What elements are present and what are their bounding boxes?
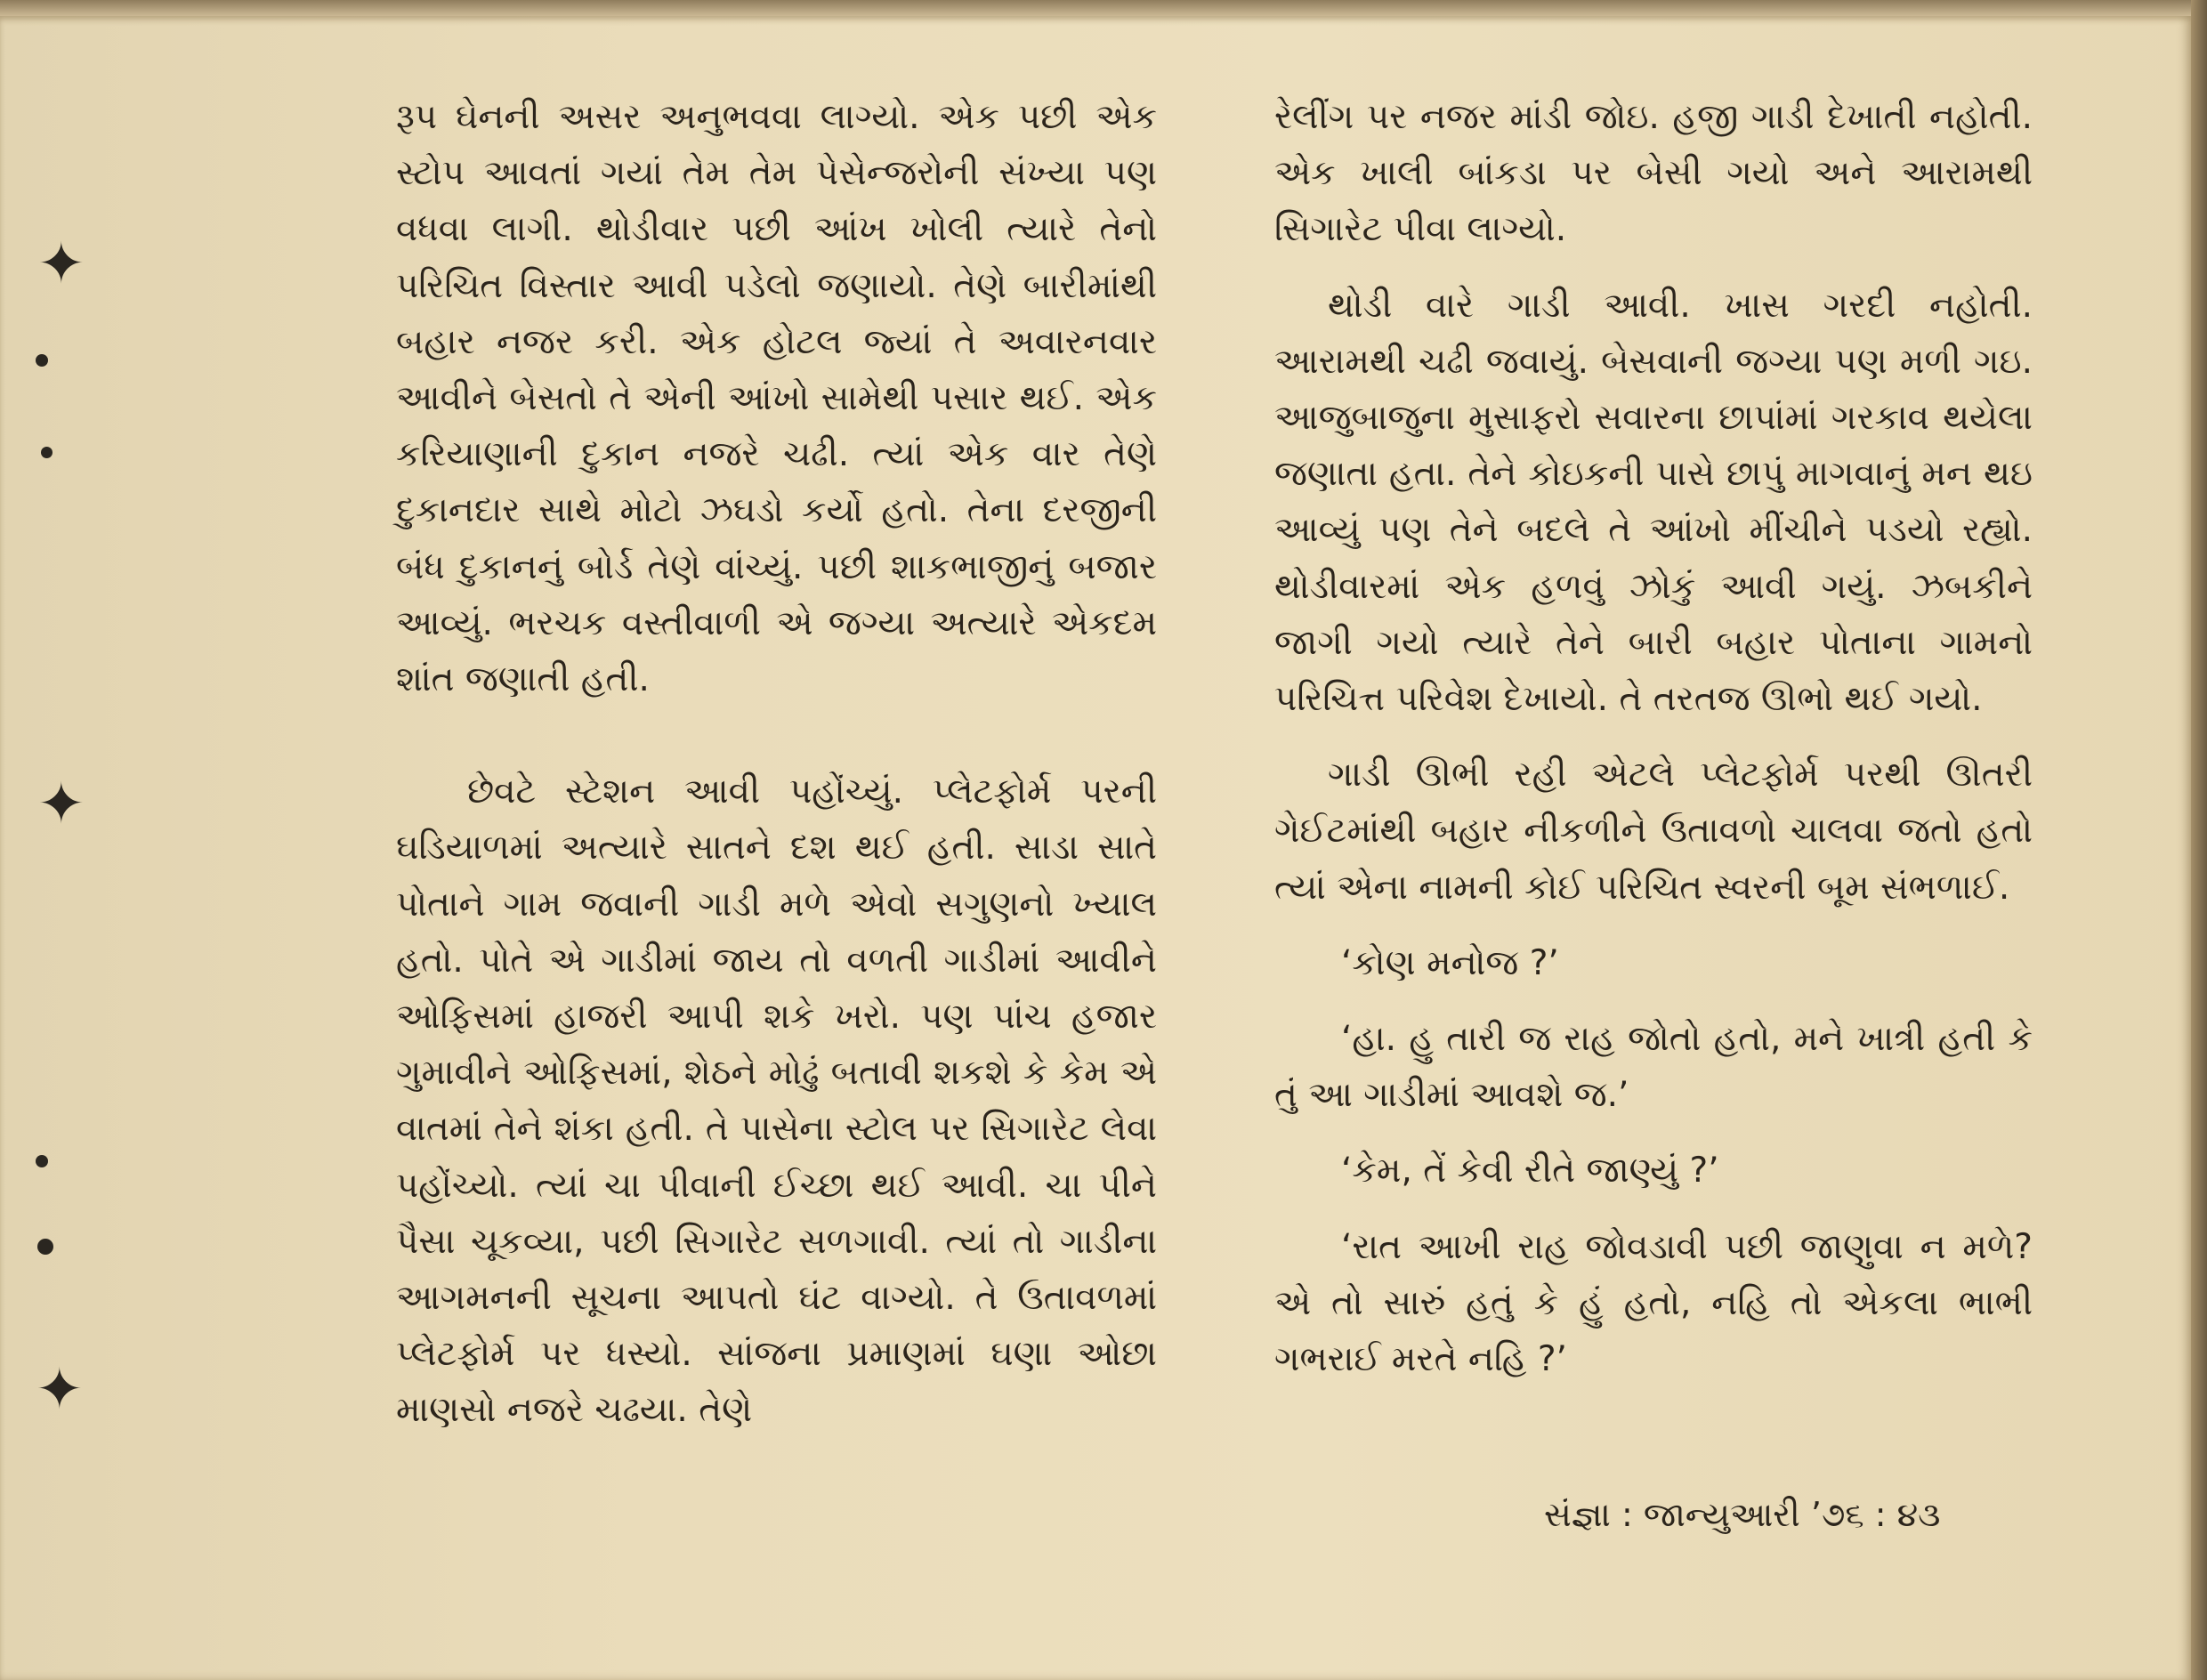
punch-hole-icon (36, 354, 48, 367)
punch-hole-icon (41, 447, 53, 458)
paragraph: રૂપ ઘેનની અસર અનુભવવા લાગ્યો. એક પછી એક સ્ટોપ આવતાં ગયાં તેમ તેમ પેસેન્જરોની સંખ્યા પણ વધવા લાગી. થોડીવાર પછી આંખ ખોલી ત્યારે તેનો પરિચિત વિસ્તાર આવી પડેલો જણાયો. તેણે બારીમાંથી બહાર નજર કરી. એક હોટલ જ્યાં તે અવારનવાર આવીને બેસતો તે એની આંખો સામેથી પસાર થઈ. એક કરિયાણાની દુકાન નજરે ચઢી. ત્યાં એક વાર તેણે દુકાનદાર સાથે મોટો ઝઘડો કર્યો હતો. તેના દરજીની બંધ દુકાનનું બોર્ડ તેણે વાંચ્યું. પછી શાકભાજીનું બજાર આવ્યું. ભરચક વસ્તીવાળી એ જગ્યા અત્યારે એકદમ શાંત જણાતી હતી. (396, 97, 1157, 700)
dialogue-line: ‘હા. હુ તારી જ રાહ જોતો હતો, મને ખાત્રી હતી કે તું આ ગાડીમાં આવશે જ.’ (1274, 1019, 2033, 1116)
paragraph: રેલીંગ પર નજર માંડી જોઇ. હજી ગાડી દેખાતી નહોતી. એક ખાલી બાંકડા પર બેસી ગયો અને આરામથી સિગારેટ પીવા લાગ્યો. (1274, 97, 2033, 250)
left-text-column (396, 89, 1157, 1439)
page-top-edge (0, 0, 2207, 16)
dialogue-line: ‘કોણ મનોજ ?’ (1341, 942, 1559, 983)
punch-hole-icon (37, 1239, 53, 1255)
dialogue-line: ‘રાત આખી રાહ જોવડાવી પછી જાણુવા ન મળે? એ તો સારું હતું કે હું હતો, નહિ તો એકલા ભાભી ગભરાઈ મરતે નહિ ?’ (1274, 1226, 2033, 1380)
punch-mark-icon: ✦ (37, 231, 85, 297)
paragraph: ગાડી ઊભી રહી એટલે પ્લેટફોર્મ પરથી ઊતરી ગેઈટમાંથી બહાર નીકળીને ઉતાવળો ચાલવા જતો હતો ત્યાં એના નામની કોઈ પરિચિત સ્વરની બૂમ સંભળાઈ. (1274, 755, 2033, 908)
punch-hole-icon (36, 1155, 48, 1167)
punch-mark-icon: ✦ (36, 1357, 84, 1423)
page-binding-edge (2191, 0, 2207, 1680)
punch-mark-icon: ✦ (37, 771, 85, 837)
paragraph: છેવટે સ્ટેશન આવી પહોંચ્યું. પ્લેટફોર્મ પરની ઘડિયાળમાં અત્યારે સાતને દશ થઈ હતી. સાડા સાતે પોતાને ગામ જવાની ગાડી મળે એવો સગુણનો ખ્યાલ હતો. પોતે એ ગાડીમાં જાય તો વળતી ગાડીમાં આવીને ઓફિસમાં હાજરી આપી શકે ખરો. પણ પાંચ હજાર ગુમાવીને ઓફિસમાં, શેઠને મોઢું બતાવી શકશે કે કેમ એ વાતમાં તેને શંકા હતી. તે પાસેના સ્ટોલ પર સિગારેટ લેવા પહોંચ્યો. ત્યાં ચા પીવાની ઈચ્છા થઈ આવી. ચા પીને પૈસા ચૂકવ્યા, પછી સિગારેટ સળગાવી. ત્યાં તો ગાડીના આગમનની સૂચના આપતો ઘંટ વાગ્યો. તે ઉતાવળમાં પ્લેટફોર્મ પર ધસ્યો. સાંજના પ્રમાણમાં ઘણા ઓછા માણસો નજરે ચઢયા. તેણે (396, 771, 1157, 1431)
dialogue-line: ‘કેમ, તેં કેવી રીતે જાણ્યું ?’ (1341, 1151, 1719, 1191)
right-text-column (1274, 89, 2033, 1387)
paragraph: થોડી વારે ગાડી આવી. ખાસ ગરદી નહોતી. આરામથી ચઢી જવાયું. બેસવાની જગ્યા પણ મળી ગઇ. આજુબાજુના મુસાફરો સવારના છાપાંમાં ગરકાવ થયેલા જણાતા હતા. તેને કોઇકની પાસે છાપું માગવાનું મન થઇ આવ્યું પણ તેને બદલે તે આંખો મીંચીને પડયો રહ્યો. થોડીવારમાં એક હળવું ઝોકું આવી ગયું. ઝબકીને જાગી ગયો ત્યારે તેને બારી બહાર પોતાના ગામનો પરિચિત્ત પરિવેશ દેખાયો. તે તરતજ ઊભો થઈ ગયો. (1274, 285, 2033, 720)
page-footer: સંજ્ઞા : જાન્યુઆરી ’૭૬ : ૪૩ (1544, 1495, 1941, 1534)
